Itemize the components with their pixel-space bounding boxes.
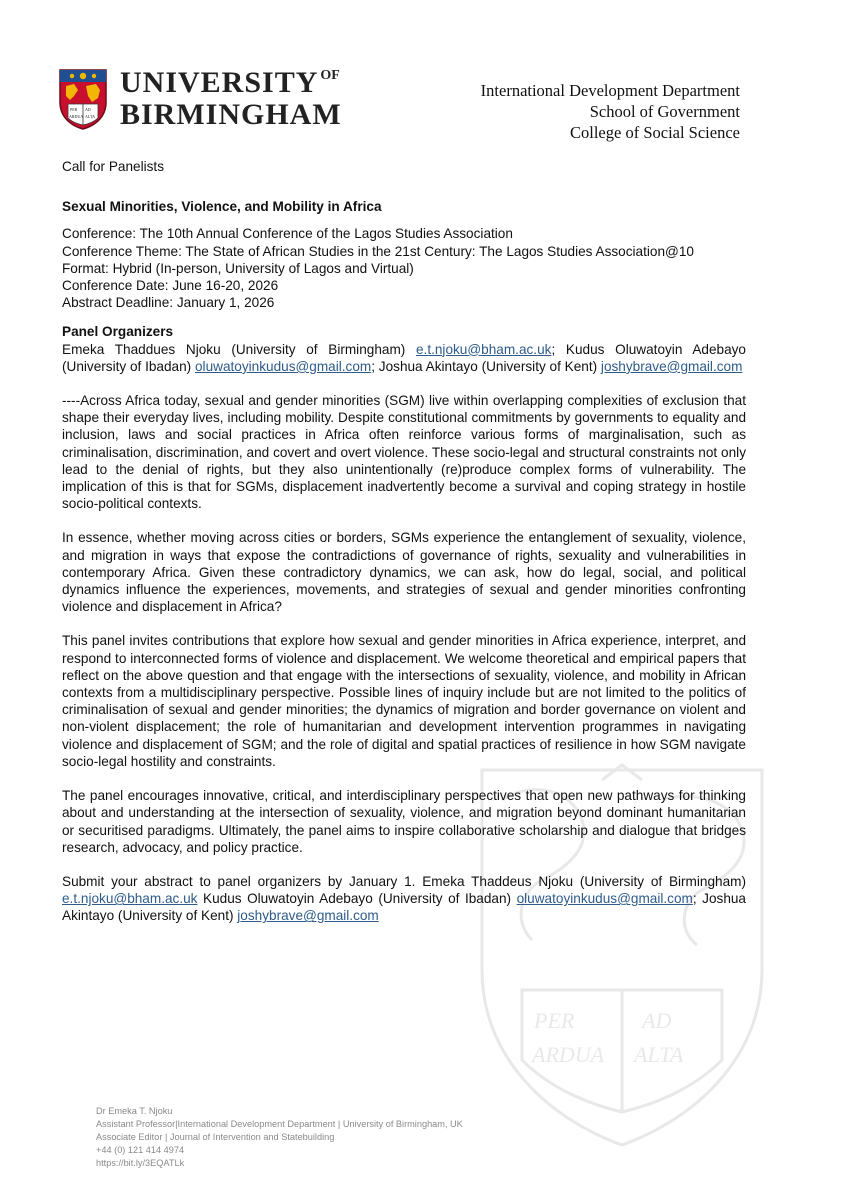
crest-motto-ardua: ARDUA xyxy=(69,114,84,119)
organizer-3: ; Joshua Akintayo (University of Kent) xyxy=(371,358,601,374)
submit-email-adebayo[interactable]: oluwatoyinkudus@gmail.com xyxy=(516,891,693,907)
organizers-list xyxy=(62,341,746,375)
email-link-adebayo[interactable]: oluwatoyinkudus@gmail.com xyxy=(194,358,372,374)
submit-organizer-3: ; Joshua Akintayo (University of Kent) xyxy=(62,891,746,924)
submit-text: Submit your abstract to panel organizers by January 1. Emeka Thaddeus Njoku (University of Birmingham) xyxy=(62,873,746,889)
organizer-2: ; Kudus Oluwatoyin Adebayo (University of Ibadan) xyxy=(62,341,746,374)
watermark-motto-per: PER xyxy=(534,1008,575,1033)
submit-organizer-2: Kudus Oluwatoyin Adebayo (University of Ibadan) xyxy=(197,891,517,907)
paragraph-2: In essence, whether moving across cities or borders, SGMs experience the entanglement of sexuality, violence, and migration in ways that expose the contradictions of governance of rights, sexuality and vulnerabilities in contemporary Africa. Given these contradictory dynamics, we can ask, how do legal, social, and political dynamics influence the experiences, movements, and strategies of sexual and gender minorities confronting violence and displacement in Africa? xyxy=(62,530,746,615)
organizer-1: Emeka Thaddues Njoku (University of Birmingham) xyxy=(62,341,416,357)
abstract-deadline: Abstract Deadline: January 1, 2026 xyxy=(62,295,275,311)
paragraph-1: ----Across Africa today, sexual and gender minorities (SGM) live within overlapping complexities of exclusion that shape their everyday lives, including mobility. Despite constitutional commitments by governments to equality and inclusion, laws and social practices in Africa often reinforce various forms of marginalisation, such as criminalisation, discrimination, and covert and overt violence. These socio-legal and structural constraints not only lead to the denial of rights, but they also unintentionally (re)produce complex forms of vulnerability. The implication of this is that for SGMs, displacement inadvertently become a survival and coping strategy in hostile socio-political contexts. xyxy=(62,393,746,512)
university-crest-icon xyxy=(58,68,108,130)
university-wordmark xyxy=(120,68,342,130)
college-name: College of Social Science xyxy=(570,123,740,142)
call-heading: Call for Panelists xyxy=(62,159,164,174)
crest-motto-alta: ALTA xyxy=(85,114,95,119)
watermark-motto-ardua: ARDUA xyxy=(532,1042,605,1067)
organizers-heading: Panel Organizers xyxy=(62,324,174,340)
wordmark-line1 xyxy=(120,68,342,98)
footer-editor: Associate Editor | Journal of Intervention and Statebuilding xyxy=(96,1132,335,1142)
wordmark-birmingham: BIRMINGHAM xyxy=(120,98,342,131)
crest-motto-ad: AD xyxy=(85,107,91,112)
footer-phone: +44 (0) 121 414 4974 xyxy=(96,1145,185,1155)
submission-instructions xyxy=(62,873,746,925)
department-address xyxy=(481,80,740,143)
department-name: International Development Department xyxy=(480,81,740,100)
panel-title: Sexual Minorities, Violence, and Mobility in Africa xyxy=(62,199,382,215)
submit-email-akintayo[interactable]: joshybrave@gmail.com xyxy=(237,908,379,924)
footer-role: Assistant Professor|International Development Department | University of Birmingham, UK xyxy=(96,1119,463,1129)
letter-body xyxy=(62,158,746,925)
signature-footer xyxy=(96,1105,463,1170)
submit-email-njoku[interactable]: e.t.njoku@bham.ac.uk xyxy=(62,891,198,907)
footer-name: Dr Emeka T. Njoku xyxy=(96,1106,173,1116)
paragraph-3: This panel invites contributions that explore how sexual and gender minorities in Africa experience, interpret, and respond to interconnected forms of violence and displacement. We welcome theoretical and empirical papers that reflect on the above question and that engage with the intersections of sexuality, violence, and mobility in African contexts from a multidisciplinary perspective. Possible lines of inquiry include but are not limited to the politics of criminalisation of sexual and gender minorities; the dynamics of migration and border governance on violent and non-violent displacement; the role of humanitarian and development intervention programmes in navigating violence and displacement of SGM; and the role of digital and spatial practices of resilience in how SGM navigate socio-legal hostility and constraints. xyxy=(62,633,746,769)
paragraph-4: The panel encourages innovative, critical, and interdisciplinary perspectives that open new pathways for thinking about and understanding at the intersection of sexuality, violence, and migration beyond dominant humanitarian or securitised paradigms. Ultimately, the panel aims to inspire collaborative scholarship and dialogue that bridges research, advocacy, and policy practice. xyxy=(62,788,746,855)
conference-format: Format: Hybrid (In-person, University of Lagos and Virtual) xyxy=(62,260,414,276)
email-link-akintayo[interactable]: joshybrave@gmail.com xyxy=(600,358,743,374)
wordmark-university: UNIVERSITY xyxy=(120,66,319,99)
wordmark-of: OF xyxy=(320,68,340,83)
email-link-njoku[interactable]: e.t.njoku@bham.ac.uk xyxy=(415,341,552,357)
watermark-motto-alta: ALTA xyxy=(634,1042,684,1067)
conference-theme: Conference Theme: The State of African Studies in the 21st Century: The Lagos Studies Association@10 xyxy=(62,243,694,259)
footer-url[interactable]: https://bit.ly/3EQATLk xyxy=(96,1158,185,1168)
school-name: School of Government xyxy=(589,102,740,121)
conference-date: Conference Date: June 16-20, 2026 xyxy=(62,278,279,294)
crest-motto-per: PER xyxy=(70,107,78,112)
conference-details xyxy=(62,225,746,311)
conference-name: Conference: The 10th Annual Conference of the Lagos Studies Association xyxy=(62,226,513,242)
watermark-motto-ad: AD xyxy=(642,1008,672,1033)
